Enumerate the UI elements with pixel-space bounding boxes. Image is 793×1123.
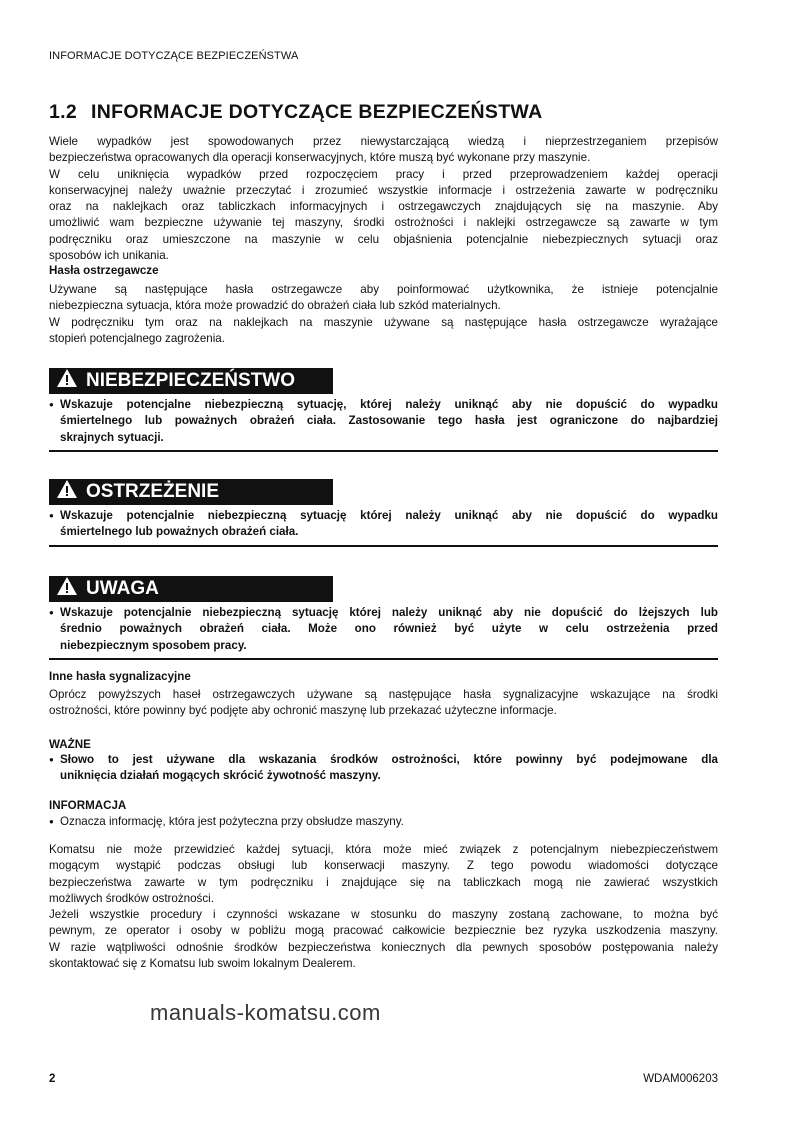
text-line: W podręczniku tym oraz na naklejkach na maszynie używane są następujące hasła ostrzegawcze wyrażające <box>49 315 718 329</box>
divider <box>49 658 718 660</box>
text-line: śmiertelnego lub poważnych obrażeń ciała. <box>60 525 299 539</box>
warning-triangle-icon <box>49 479 86 505</box>
caution-label: UWAGA <box>86 578 159 599</box>
bullet-icon: ● <box>49 608 54 617</box>
watermark: manuals-komatsu.com <box>150 1000 381 1025</box>
text-line: sposobów ich unikania. <box>49 249 169 263</box>
text-line: Oprócz powyższych haseł ostrzegawczych używane są następujące hasła sygnalizacyjne wskazujące na środki <box>49 688 718 701</box>
warning-triangle-icon <box>49 576 86 602</box>
signal-words-heading: Hasła ostrzegawcze <box>49 264 159 277</box>
text-line: pewnym, ze operator i osoby w pobliżu mogą pracować całkowicie bezpiecznie bez ryzyka uszkodzenia maszyny. <box>49 924 718 938</box>
other-signals-heading: Inne hasła sygnalizacyjne <box>49 670 191 683</box>
text-line: Oznacza informację, która jest pożyteczna przy obsłudze maszyny. <box>60 815 404 828</box>
info-heading: INFORMACJA <box>49 799 127 812</box>
signal-words-paragraph <box>49 282 718 347</box>
section-title: INFORMACJE DOTYCZĄCE BEZPIECZEŃSTWA <box>91 101 543 123</box>
text-line: bezpieczeństwa opracowanych dla operacji konserwacyjnych, które muszą być wykonane przy maszynie. <box>49 151 591 165</box>
warning-banner <box>49 479 333 505</box>
page-number: 2 <box>49 1073 56 1085</box>
text-line: oraz na naklejkach oraz tabliczkach informacyjnych i ostrzegawczych znajdujących się na maszynie. Aby <box>49 200 718 214</box>
warning-bullet <box>49 508 718 541</box>
text-line: uniknięcia działań mogących skrócić żywotność maszyny. <box>60 769 381 783</box>
text-line: niebezpiecznym sposobem pracy. <box>60 638 247 652</box>
text-line: bezpieczeństwa zawarte w tym podręczniku i znajdujące się na tabliczkach mogą nie zawierać wszystkich <box>49 875 718 889</box>
bullet-icon: ● <box>49 817 54 826</box>
text-line: średnio poważnych obrażeń ciała. Może ono również być użyte w celu ostrzeżenia przed <box>60 622 718 636</box>
bullet-icon: ● <box>49 400 54 409</box>
divider <box>49 545 718 547</box>
text-line: Wskazuje potencjalne niebezpieczną sytuację, której należy uniknąć aby nie dopuścić do wypadku <box>60 398 718 411</box>
text-line: konserwacyjnej należy uważnie przeczytać i zrozumieć wszystkie informacje i ostrzeżenia zawarte w podręczniku <box>49 183 718 197</box>
intro-paragraph <box>49 134 718 264</box>
text-line: śmiertelnego lub poważnych obrażeń ciała. Zastosowanie tego hasła jest ograniczone do najbardziej <box>60 414 718 428</box>
text-line: Wiele wypadków jest spowodowanych przez niewystarczającą wiedzą i nieprzestrzeganiem przepisów <box>49 135 718 148</box>
text-line: W celu uniknięcia wypadków przed rozpoczęciem pracy i przed przeprowadzeniem każdej operacji <box>49 167 718 181</box>
text-line: skontaktować się z Komatsu lub swoim lokalnym Dealerem. <box>49 957 356 971</box>
document-code: WDAM006203 <box>643 1073 718 1085</box>
important-bullet <box>49 752 718 785</box>
text-line: mogącym wystąpić podczas obsługi lub konserwacji maszyny. Z tego powodu wiadomości dotyczące <box>49 859 718 873</box>
text-line: W razie wątpliwości odnośnie środków bezpieczeństwa koniecznych dla pewnych sposobów postępowania należy <box>49 940 718 954</box>
caution-bullet <box>49 605 718 654</box>
text-line: możliwych środków ostrożności. <box>49 891 214 905</box>
text-line: Słowo to jest używane dla wskazania środków ostrożności, które powinny być podejmowane dla <box>60 753 718 766</box>
closing-paragraph <box>49 842 718 972</box>
info-bullet <box>49 814 718 830</box>
danger-banner <box>49 368 333 394</box>
important-heading: WAŻNE <box>49 738 91 751</box>
text-line: Wskazuje potencjalnie niebezpieczną sytuację której należy uniknąć aby nie dopuścić do wypadku <box>60 509 718 522</box>
text-line: Używane są następujące hasła ostrzegawcze aby poinformować użytkownika, że istnieje potencjalnie <box>49 283 718 296</box>
text-line: ostrożności, które powinny być podjęte aby ochronić maszynę lub przekazać użyteczne informacje. <box>49 704 557 718</box>
page-title <box>49 101 542 124</box>
bullet-icon: ● <box>49 755 54 764</box>
bullet-icon: ● <box>49 511 54 520</box>
caution-banner <box>49 576 333 602</box>
text-line: stopień potencjalnego zagrożenia. <box>49 331 225 345</box>
danger-label: NIEBEZPIECZEŃSTWO <box>86 370 296 391</box>
warning-triangle-icon <box>49 368 86 394</box>
danger-bullet <box>49 397 718 446</box>
text-line: niebezpieczna sytuacja, która może prowadzić do obrażeń ciała lub szkód materialnych. <box>49 299 501 313</box>
text-line: umożliwić wam bezpieczne używanie tej maszyny, środki ostrożności i naklejki ostrzegawcze są zawarte w tym <box>49 216 718 230</box>
warning-label: OSTRZEŻENIE <box>86 481 220 502</box>
text-line: podręczniku oraz umieszczone na maszynie w celu objaśnienia potencjalnie niebezpiecznych sytuacji oraz <box>49 232 718 246</box>
divider <box>49 450 718 452</box>
other-signals-paragraph <box>49 687 718 720</box>
running-header: INFORMACJE DOTYCZĄCE BEZPIECZEŃSTWA <box>49 50 299 62</box>
text-line: Wskazuje potencjalnie niebezpieczną sytuację której należy uniknąć aby nie dopuścić do lżejszych lub <box>60 606 718 619</box>
text-line: Jeżeli wszystkie procedury i czynności wskazane w stosunku do maszyny zostaną zachowane, to można być <box>49 908 718 922</box>
section-number: 1.2 <box>49 101 78 123</box>
text-line: skrajnych sytuacji. <box>60 430 164 444</box>
text-line: Komatsu nie może przewidzieć każdej sytuacji, która może mieć związek z potencjalnym niebezpieczeństwem <box>49 843 718 856</box>
